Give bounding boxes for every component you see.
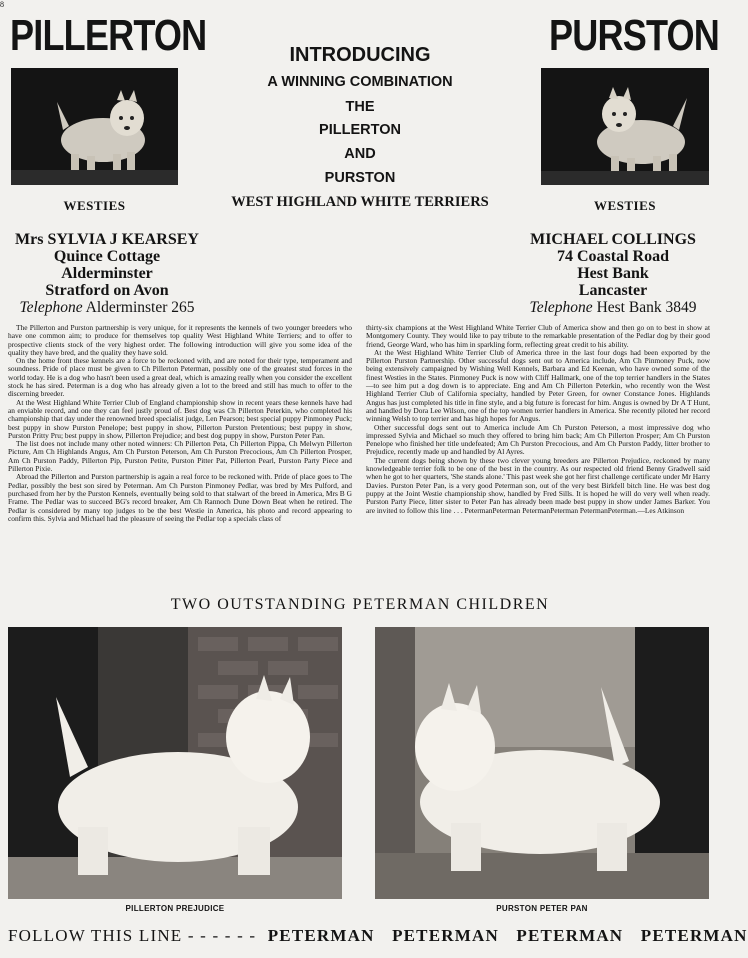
- right-dog-photo: [541, 68, 709, 185]
- photo-caption-right: PURSTON PETER PAN: [496, 904, 588, 913]
- right-telephone-label: Telephone: [529, 299, 593, 316]
- article-paragraph: The Pillerton and Purston partnership is very unique, for it represents the kennels of two younger breeders who have one common aim; to produce for themselves top quality West Highland White Terriers; and to offer to prospective clients stock of the very highest order. The following introduction will give you some idea of the quality they have bred, and the quality they have sold.: [8, 323, 352, 357]
- article-paragraph: On the home front these kennels are a force to be reckoned with, and are noted for their type, temperament and soundness. Pride of place must be given to Ch Pillerton Peterman, possibly one of the greatest stud forces in the world today. He is a dog who hasn't been used a great deal, which is amazing really when you consider the excellent stock he has sired. Peterman is a dog who has already given a lot to the breed and still has much to offer to the discerning breeder.: [8, 356, 352, 399]
- intro-line-3: THE: [345, 99, 375, 115]
- left-address-block: [2, 231, 212, 316]
- left-telephone: [2, 299, 212, 316]
- article-paragraph: Other successful dogs sent out to America include Am Ch Purston Peterson, a most impressive dog who impressed Sylvia and Michael so much they offered to bring him back; Am Ch Pillerton Prosper; Am Ch Purston Penelope who finished her title undefeated; Am Ch Purston Precocious, and Am Ch Purston Paddy, litter brother to Prejudice, recently made up and handled by Al Ayres.: [366, 422, 710, 457]
- left-owner-name: Mrs SYLVIA J KEARSEY: [15, 231, 199, 248]
- right-address-block: [508, 231, 718, 316]
- photo-pillerton-prejudice: [8, 627, 342, 899]
- terrier-silhouette-right: [541, 68, 709, 185]
- article-paragraph: thirty-six champions at the West Highland White Terrier Club of America show and then go on to best in show at Montgomery County. They would like to pay tribute to the remarkable presentation of the Pedlar dog by their good friend, George Ward, who has him in sparkling form, reflecting great credit to his ability.: [366, 323, 710, 349]
- article-paragraph: At the West Highland White Terrier Club of America three in the last four dogs had been exported by the Pillerton Purston Partnership. Other successful dogs sent out to America include, Am Ch Pinmoney Puck, now being extensively campaigned by Wishing Well Kennels, Barbara and Ed Keenan, who have owned some of the finest Westies in the States. Pinmoney Puck is now with Cliff Hallmark, one of the top terrier handlers in the States—to see him put a dog down is to appreciate. Eng and Am Ch Pillerton Peterkin, who recently won the West Highland Terrier Club of California specialty, handled by Peter Green, for owner Constance Jones. Highlands Angus has just completed his title in fine style, and a big future is forecast for him. Angus is owned by Dr A T Hunt, and handled by Dora Lee Wilson, one of the top women terrier handlers in America. She recently piloted her record winning Welsh to top terrier and has high hopes for Angus.: [366, 347, 710, 424]
- article-column-1: [8, 324, 352, 592]
- intro-line-4: PILLERTON: [319, 122, 401, 138]
- left-address-line-3: Stratford on Avon: [45, 282, 169, 299]
- left-telephone-label: Telephone: [19, 299, 83, 316]
- footer-word: PETERMAN: [267, 926, 375, 945]
- right-address-line-1: 74 Coastal Road: [556, 248, 669, 265]
- article-paragraph: The current dogs being shown by these two clever young breeders are Pillerton Prejudice, reckoned by many knowledgeable terrier folk to be one of the best in the country. As our respected old friend Benny Gradwell said when he got to her quarters, 'She stands alone.' This past week she got her first challenge certificate under Mr Harry Davies. Purston Peter Pan, is a very good Peterman son, out of the very best Birkfell bitch line. He was best dog puppy at the Joint Westie championship show, handled by Fred Sills. It is hoped he will do very well when ready. Purston Party Piece, litter sister to Peter Pan has already been made best puppy in show under James Barker. You are invited to follow this line . . . PetermanPeterman PetermanPeterman PetermanPeterman.—Les Atkinson: [366, 455, 710, 515]
- right-telephone: [508, 299, 718, 316]
- terrier-silhouette-left: [11, 68, 178, 185]
- footer-word: PETERMAN: [640, 926, 748, 945]
- left-kennel-name: PILLERTON: [10, 11, 207, 60]
- article-paragraph: At the West Highland White Terrier Club of England championship show in recent years these kennels have had an enviable record, and one they can feel justly proud of. Best dog was Ch Pillerton Peterkin, who completed his championship that day under the renowned breed specialist judge, Len Pearson; best special puppy Pinmoney Puck; best puppy in show Purston Penelope; best puppy in show, Pillerton Purston Pretentious; best puppy in show, Purston Pritty Pru; best puppy in show, Pillerton Prejudice; and best dog puppy in show, Purston Peter Pan.: [8, 397, 352, 440]
- left-address-line-1: Quince Cottage: [53, 248, 161, 265]
- intro-line-7: WEST HIGHLAND WHITE TERRIERS: [231, 194, 489, 210]
- footer-word: PETERMAN: [392, 926, 499, 945]
- dog-photo-right-graphic: [375, 627, 709, 899]
- footer-word: PETERMAN: [516, 926, 624, 945]
- intro-line-6: PURSTON: [324, 170, 396, 186]
- right-kennel-name: PURSTON: [549, 11, 720, 60]
- intro-line-2: A WINNING COMBINATION: [267, 74, 453, 90]
- left-address-line-2: Alderminster: [61, 265, 153, 282]
- footer-lead: FOLLOW THIS LINE - - - - - -: [8, 926, 257, 945]
- page-number: 8: [0, 0, 4, 9]
- right-owner-name: MICHAEL COLLINGS: [530, 231, 696, 248]
- left-westies-label: WESTIES: [63, 198, 126, 213]
- right-westies-label: WESTIES: [593, 198, 657, 213]
- article-paragraph: The list does not include many other noted winners: Ch Pillerton Peta, Ch Pillerton Pippa, Ch Melwyn Pillerton Picture, Am Ch Highlands Angus, Am Ch Purston Peterson, Am Ch Purston Precocious, Am Ch Pillerton Prosper, Am Ch Purston Paddy, Pillerton Pip, Purston Petite, Purston Pitter Pat, Pillerton Pearl, Purston Party Piece and Pillerton Pixie.: [8, 439, 352, 474]
- photo-caption-left: PILLERTON PREJUDICE: [125, 904, 225, 913]
- right-address-line-3: Lancaster: [578, 282, 648, 299]
- right-address-line-2: Hest Bank: [577, 265, 649, 282]
- intro-heading: INTRODUCING: [289, 44, 431, 66]
- footer-line: [8, 926, 748, 946]
- left-telephone-number: Alderminster 265: [85, 299, 195, 316]
- photo-purston-peter-pan: [375, 627, 709, 899]
- left-dog-photo: [11, 68, 178, 185]
- right-telephone-number: Hest Bank 3849: [596, 299, 697, 316]
- article-paragraph: Abroad the Pillerton and Purston partnership is again a real force to be reckoned with. Pride of place goes to The Pedlar, possibly the best son sired by Peterman. Am Ch Purston Pinmoney Pedlar, was bred by Mrs Pulford, and purchased from her by the Purston Kennels, eventually being sold to that stalwart of the breed in America, Mrs B G Frame. The Pedlar was to succeed BG's record breaker, Am Ch Rannoch Dune Down Beat when he retired. The Pedlar is considered by many top judges to be the best Westie in America, his photo and record appearing to confirm this. Sylvia and Michael had the pleasure of seeing the Pedlar top a specials class of: [8, 472, 352, 523]
- dog-photo-left-graphic: [8, 627, 342, 899]
- photos-heading: TWO OUTSTANDING PETERMAN CHILDREN: [170, 596, 550, 613]
- intro-line-5: AND: [344, 146, 376, 162]
- article-column-2: [366, 324, 710, 592]
